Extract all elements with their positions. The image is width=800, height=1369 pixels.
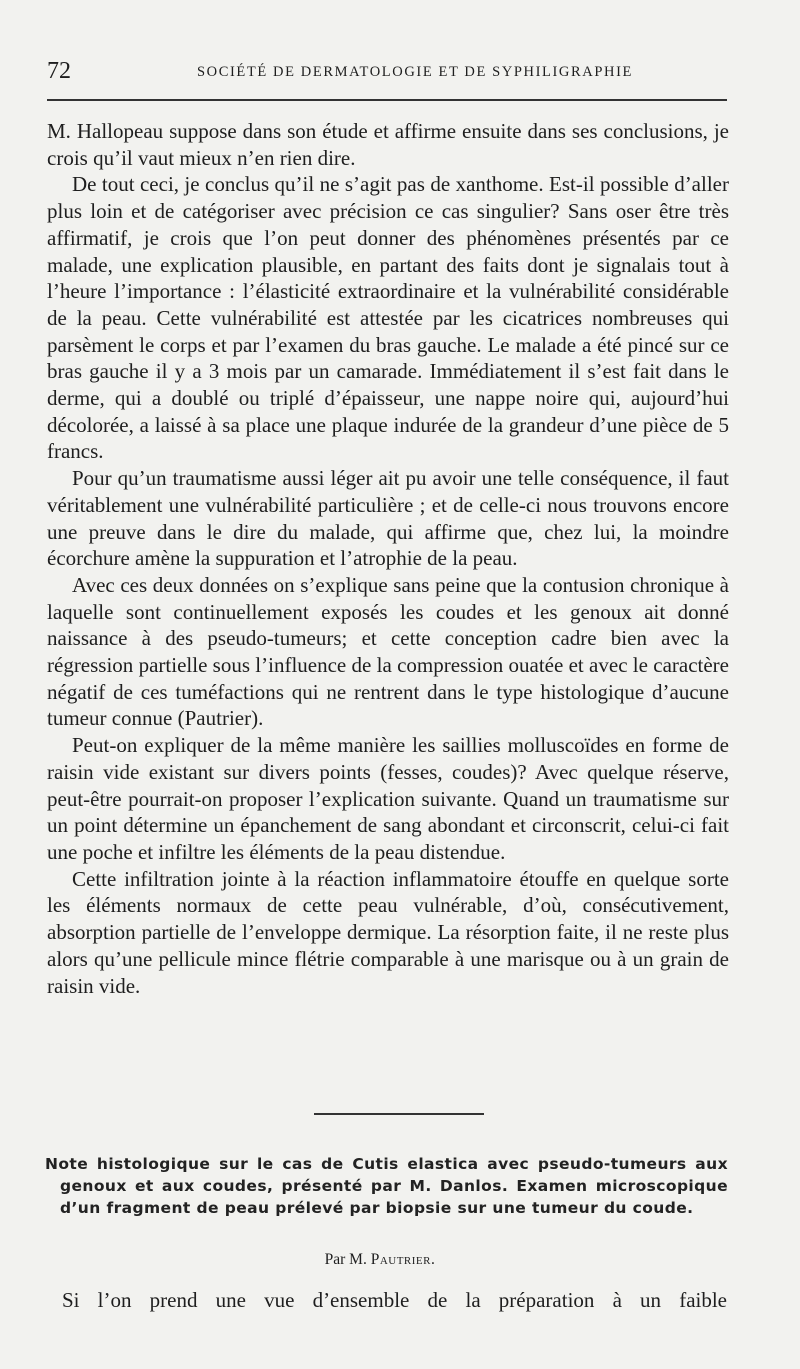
page-header bbox=[47, 58, 727, 88]
author-line bbox=[0, 1251, 760, 1269]
note-title-text: Note histologique sur le cas de Cutis elastica avec pseudo-tumeurs aux genoux et aux coudes, présenté par M. Danlos. Examen microscopique d’un fragment de peau prélevé par biopsie sur une tumeur du coude. bbox=[45, 1155, 728, 1217]
note-title bbox=[45, 1153, 728, 1219]
paragraph-6: Cette infiltration jointe à la réaction inflammatoire étouffe en quelque sorte les éléments normaux de cette peau vulnérable, d’où, consécutivement, absorption partielle de l’enveloppe dermique. La résorption faite, il ne reste plus alors qu’une pellicule mince flétrie comparable à une marisque ou à un grain de raisin vide. bbox=[47, 866, 729, 998]
paragraph-5: Peut-on expliquer de la même manière les saillies molluscoïdes en forme de raisin vide existant sur divers points (fesses, coudes)? Avec quelque réserve, peut-être pourrait-on proposer l’explication suivante. Quand un traumatisme sur un point détermine un épanchement de sang abondant et circonscrit, celui-ci fait une poche et infiltre les éléments de la peau distendue. bbox=[47, 733, 729, 864]
paragraph-1: M. Hallopeau suppose dans son étude et affirme ensuite dans ses conclusions, je crois qu’il vaut mieux n’en rien dire. bbox=[47, 119, 729, 170]
page-number: 72 bbox=[47, 58, 71, 84]
closing-line: Si l’on prend une vue d’ensemble de la préparation à un faible bbox=[62, 1288, 727, 1312]
header-rule bbox=[47, 99, 727, 101]
section-divider bbox=[314, 1113, 484, 1115]
paragraph-3: Pour qu’un traumatisme aussi léger ait pu avoir une telle conséquence, il faut véritablement une vulnérabilité particulière ; et de celle-ci nous trouvons encore une preuve dans le dire du malade, qui affirme que, chez lui, la moindre écorchure amène la suppuration et l’atrophie de la peau. bbox=[47, 466, 729, 571]
body-text bbox=[47, 118, 729, 999]
running-head: SOCIÉTÉ DE DERMATOLOGIE ET DE SYPHILIGRAPHIE bbox=[197, 64, 633, 80]
paragraph-4: Avec ces deux données on s’explique sans peine que la contusion chronique à laquelle sont continuellement exposés les coudes et les genoux ait donné naissance à des pseudo-tumeurs; et cette conception cadre bien avec la régression partielle sous l’influence de la compression ouatée et avec le caractère négatif de ces tuméfactions qui ne rentrent dans le type histologique d’aucune tumeur connue (Pautrier). bbox=[47, 572, 729, 731]
author-prefix: Par M. bbox=[324, 1251, 367, 1268]
paragraph-2: De tout ceci, je conclus qu’il ne s’agit pas de xanthome. Est-il possible d’aller plus loin et de catégoriser avec précision ce cas singulier? Sans oser être très affirmatif, je crois que l’on peut donner des phénomènes présentés par ce malade, une explication plausible, en partant des faits dont je signalais tout à l’heure l’importance : l’élasticité extraordinaire et la vulnérabilité considérable de la peau. Cette vulnérabilité est attestée par les cicatrices nombreuses qui parsèment le corps et par l’examen du bras gauche. Le malade a été pincé sur ce bras gauche il y a 3 mois par un camarade. Immédiatement il s’est fait dans le derme, qui a doublé ou triplé d’épaisseur, une nappe noire qui, aujourd’hui décolorée, a laissé à sa place une plaque indurée de la grandeur d’une pièce de 5 francs. bbox=[47, 172, 729, 464]
author-name: Pautrier. bbox=[370, 1251, 436, 1268]
